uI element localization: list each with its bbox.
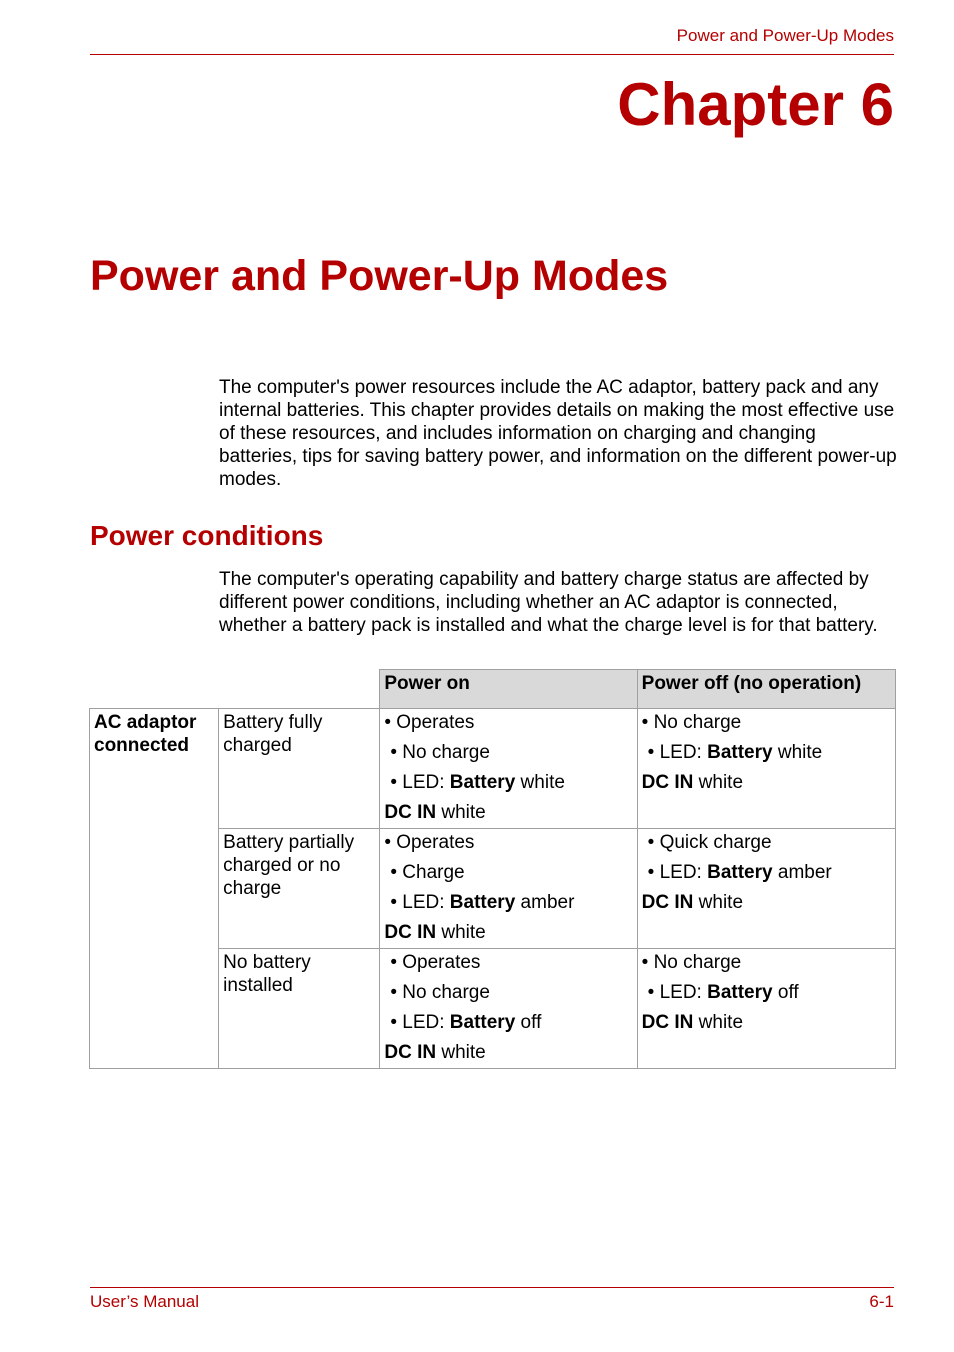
dc-in-line: DC IN white (384, 1042, 486, 1063)
dc-in-line: DC IN white (384, 922, 486, 943)
led-line: • LED: Battery off (647, 982, 799, 1003)
dc-in-line: DC IN white (641, 772, 744, 793)
power-off-cell (637, 709, 895, 829)
column-header-power-on: Power on (380, 670, 637, 709)
dc-in-line: DC IN white (641, 892, 744, 913)
status-line: • Quick charge (647, 832, 772, 853)
led-line: • LED: Battery white (390, 772, 565, 793)
led-line: • LED: Battery amber (390, 892, 575, 913)
table-header-row (90, 670, 896, 709)
led-line: • LED: Battery white (647, 742, 823, 763)
condition-cell: Battery partially charged or no charge (219, 829, 380, 949)
footer-manual-label: User’s Manual (90, 1292, 199, 1311)
row-group-label: AC adaptor connected (90, 709, 219, 1069)
status-line: • Operates (384, 832, 475, 853)
status-line: • Operates (384, 712, 475, 733)
status-line: • No charge (641, 712, 742, 733)
status-line: • No charge (641, 952, 742, 973)
power-conditions-table (89, 669, 896, 1069)
led-line: • LED: Battery amber (647, 862, 832, 883)
status-line: • No charge (390, 742, 490, 763)
condition-cell: No battery installed (219, 949, 380, 1069)
status-line: • Charge (390, 862, 465, 883)
running-header: Power and Power-Up Modes (676, 26, 894, 45)
table-row (90, 709, 896, 829)
condition-cell: Battery fully charged (219, 709, 380, 829)
chapter-title: Power and Power-Up Modes (90, 252, 669, 300)
led-line: • LED: Battery off (390, 1012, 542, 1033)
power-off-cell (637, 829, 895, 949)
intro-paragraph: The computer's power resources include the AC adaptor, battery pack and any internal batteries. This chapter provides details on making the most effective use of these resources, and includes information on charging and changing batteries, tips for saving battery power, and information on the different power-up modes. (219, 377, 897, 490)
power-on-cell (380, 709, 637, 829)
header-rule (90, 54, 894, 55)
status-line: • Operates (390, 952, 481, 973)
dc-in-line: DC IN white (384, 802, 486, 823)
power-off-cell (637, 949, 895, 1069)
dc-in-line: DC IN white (641, 1012, 744, 1033)
power-on-cell (380, 949, 637, 1069)
column-header-power-off: Power off (no operation) (637, 670, 895, 709)
footer-rule (90, 1287, 894, 1288)
section-heading: Power conditions (90, 520, 324, 551)
page-number: 6-1 (869, 1292, 894, 1311)
power-on-cell (380, 829, 637, 949)
chapter-label: Chapter 6 (617, 71, 894, 138)
status-line: • No charge (390, 982, 490, 1003)
section-paragraph: The computer's operating capability and battery charge status are affected by different power conditions, including whether an AC adaptor is connected, whether a battery pack is installed and what the charge level is for that battery. (219, 569, 878, 636)
